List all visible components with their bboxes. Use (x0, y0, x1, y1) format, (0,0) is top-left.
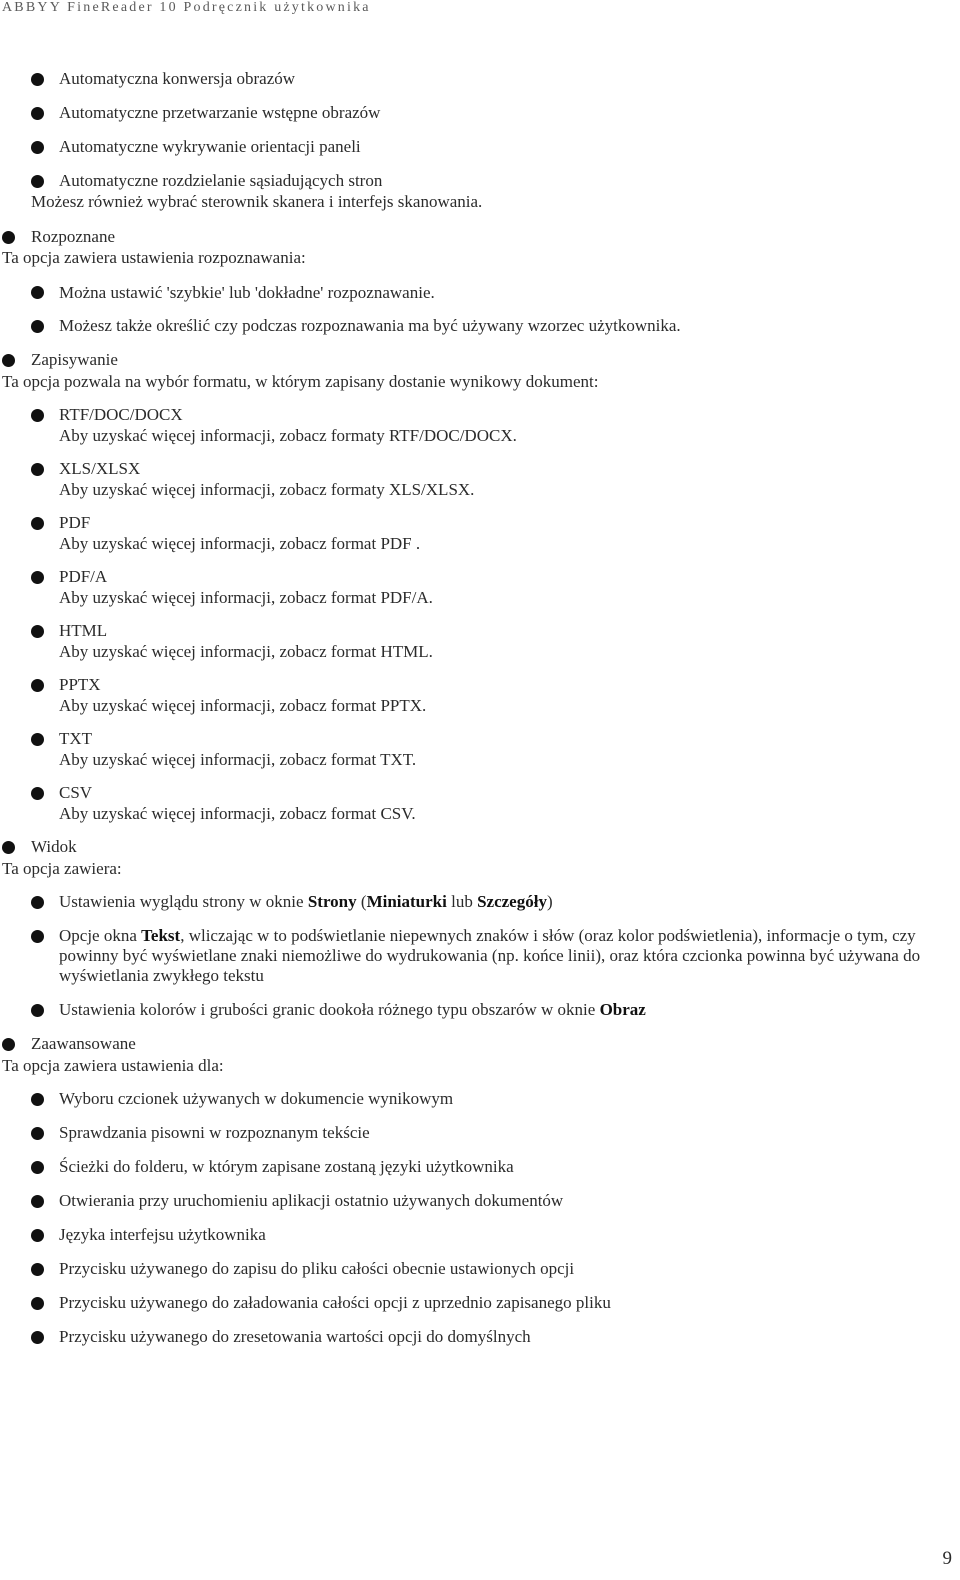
list-item-continuation: powinny być wyświetlane znaki niemożliwe do wydrukowania (np. końce linii), oraz która czcionka powinna być używana do (59, 946, 921, 965)
format-desc: Aby uzyskać więcej informacji, zobacz format HTML. (59, 642, 433, 661)
list-item: Opcje okna Tekst, wliczając w to podświetlanie niepewnych znaków i słów (oraz kolor podświetlenia), informacje o tym, czy (59, 926, 916, 945)
bullet-icon (2, 1038, 15, 1051)
list-item: Automatyczne przetwarzanie wstępne obrazów (59, 103, 381, 122)
bullet-icon (31, 625, 44, 638)
bullet-icon (31, 1004, 44, 1017)
format-name: HTML (59, 621, 108, 640)
bullet-icon (2, 841, 15, 854)
bullet-icon (31, 1263, 44, 1276)
section-title-saving: Zapisywanie (31, 350, 118, 369)
bullet-icon (31, 1331, 44, 1344)
format-name: PDF (59, 513, 91, 532)
format-name: PPTX (59, 675, 101, 694)
format-name: TXT (59, 729, 93, 748)
format-desc: Aby uzyskać więcej informacji, zobacz format TXT. (59, 750, 417, 769)
running-header: ABBYY FineReader 10 Podręcznik użytkownika (2, 0, 371, 15)
bullet-icon (31, 930, 44, 943)
bullet-icon (31, 141, 44, 154)
bullet-icon (2, 231, 15, 244)
format-desc: Aby uzyskać więcej informacji, zobacz format PDF/A. (59, 588, 433, 607)
section-title-view: Widok (31, 837, 77, 856)
list-item: Automatyczne wykrywanie orientacji paneli (59, 137, 361, 156)
section-intro: Ta opcja zawiera: (2, 859, 122, 878)
list-item: Ustawienia wyglądu strony w oknie Strony (Miniaturki lub Szczegóły) (59, 892, 553, 911)
bullet-icon (31, 409, 44, 422)
format-name: PDF/A (59, 567, 108, 586)
scan-note: Możesz również wybrać sterownik skanera i interfejs skanowania. (31, 192, 483, 211)
section-intro: Ta opcja pozwala na wybór formatu, w którym zapisany dostanie wynikowy dokument: (2, 372, 599, 391)
format-name: XLS/XLSX (59, 459, 141, 478)
bullet-icon (31, 175, 44, 188)
bullet-icon (31, 733, 44, 746)
list-item: Języka interfejsu użytkownika (59, 1225, 266, 1244)
format-name: RTF/DOC/DOCX (59, 405, 183, 424)
bullet-icon (31, 1297, 44, 1310)
section-title-advanced: Zaawansowane (31, 1034, 136, 1053)
bullet-icon (31, 286, 44, 299)
bullet-icon (31, 1161, 44, 1174)
list-item: Przycisku używanego do załadowania całości opcji z uprzednio zapisanego pliku (59, 1293, 611, 1312)
bullet-icon (31, 1093, 44, 1106)
list-item: Przycisku używanego do zapisu do pliku całości obecnie ustawionych opcji (59, 1259, 575, 1278)
list-item: Możesz także określić czy podczas rozpoznawania ma być używany wzorzec użytkownika. (59, 316, 681, 335)
bullet-icon (31, 463, 44, 476)
list-item: Otwierania przy uruchomieniu aplikacji ostatnio używanych dokumentów (59, 1191, 564, 1210)
bullet-icon (31, 571, 44, 584)
format-desc: Aby uzyskać więcej informacji, zobacz format PDF . (59, 534, 421, 553)
format-desc: Aby uzyskać więcej informacji, zobacz format CSV. (59, 804, 416, 823)
format-desc: Aby uzyskać więcej informacji, zobacz formaty RTF/DOC/DOCX. (59, 426, 517, 445)
section-title-recognized: Rozpoznane (31, 227, 116, 246)
bullet-icon (31, 1127, 44, 1140)
format-name: CSV (59, 783, 93, 802)
list-item: Sprawdzania pisowni w rozpoznanym tekście (59, 1123, 370, 1142)
list-item: Automatyczna konwersja obrazów (59, 69, 296, 88)
bullet-icon (31, 679, 44, 692)
bullet-icon (31, 1195, 44, 1208)
list-item-continuation: wyświetlania zwykłego tekstu (59, 966, 264, 985)
section-intro: Ta opcja zawiera ustawienia rozpoznawania: (2, 248, 306, 267)
format-desc: Aby uzyskać więcej informacji, zobacz format PPTX. (59, 696, 427, 715)
bullet-icon (2, 354, 15, 367)
bullet-icon (31, 73, 44, 86)
list-item: Ustawienia kolorów i grubości granic dookoła różnego typu obszarów w oknie Obraz (59, 1000, 646, 1019)
list-item: Automatyczne rozdzielanie sąsiadujących stron (59, 171, 383, 190)
bullet-icon (31, 1229, 44, 1242)
bullet-icon (31, 787, 44, 800)
list-item: Ścieżki do folderu, w którym zapisane zostaną języki użytkownika (59, 1157, 514, 1176)
format-desc: Aby uzyskać więcej informacji, zobacz formaty XLS/XLSX. (59, 480, 475, 499)
page-number: 9 (942, 1548, 952, 1569)
list-item: Przycisku używanego do zresetowania wartości opcji do domyślnych (59, 1327, 531, 1346)
bullet-icon (31, 896, 44, 909)
list-item: Można ustawić 'szybkie' lub 'dokładne' rozpoznawanie. (59, 283, 435, 302)
section-intro: Ta opcja zawiera ustawienia dla: (2, 1056, 224, 1075)
bullet-icon (31, 517, 44, 530)
bullet-icon (31, 320, 44, 333)
list-item: Wyboru czcionek używanych w dokumencie wynikowym (59, 1089, 454, 1108)
bullet-icon (31, 107, 44, 120)
